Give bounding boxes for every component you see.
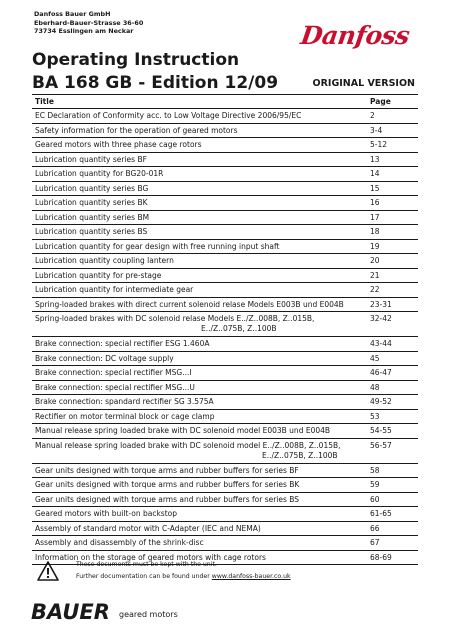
toc-row-title — [32, 397, 214, 406]
toc-row-title-line: Lubrication quantity series BS — [35, 227, 148, 237]
company-address — [34, 10, 143, 36]
toc-row-title — [32, 169, 163, 178]
toc-row-page: 5-12 — [370, 140, 388, 150]
toc-row — [32, 138, 418, 153]
toc-row-title — [32, 524, 261, 533]
toc-header — [32, 95, 418, 109]
warning-triangle-icon — [37, 561, 59, 581]
notice-text — [76, 559, 291, 583]
toc-row-title — [32, 198, 148, 207]
toc-row-title-line: Lubrication quantity series BK — [35, 198, 148, 208]
toc-row-page: 45 — [370, 353, 380, 363]
toc-row-title-continuation: E../Z..075B, Z..100B — [201, 324, 277, 333]
toc-row-title — [32, 271, 161, 280]
toc-row-title — [32, 285, 193, 294]
toc-row-page: 21 — [370, 270, 380, 280]
toc-row-title — [32, 480, 299, 489]
toc-row-title — [32, 111, 301, 120]
website-link[interactable]: www.danfoss-bauer.co.uk — [211, 573, 291, 580]
document-edition: BA 168 GB - Edition 12/09 — [32, 73, 279, 93]
notice-line-1: These documents must be kept with the unit. — [76, 561, 217, 568]
toc-row-title — [32, 314, 314, 334]
toc-row-page: 22 — [370, 285, 380, 295]
toc-row — [32, 124, 418, 139]
toc-row-title-line: Gear units designed with torque arms and rubber buffers for series BF — [35, 465, 299, 475]
toc-row — [32, 109, 418, 124]
notice-box — [32, 558, 418, 588]
toc-row-title — [32, 441, 341, 461]
toc-row-title — [32, 339, 209, 348]
toc-row-title-line: Lubrication quantity for gear design with free running input shaft — [35, 241, 280, 251]
toc-row — [32, 196, 418, 211]
toc-row-title-line: Assembly and disassembly of the shrink-disc — [35, 538, 204, 548]
toc-row-page: 58 — [370, 465, 380, 475]
toc-row — [32, 153, 418, 168]
toc-row-title — [32, 412, 214, 421]
toc-row — [32, 283, 418, 298]
toc-row — [32, 167, 418, 182]
toc-row — [32, 240, 418, 255]
toc-row — [32, 478, 418, 493]
toc-row-page: 68-69 — [370, 552, 392, 562]
toc-row — [32, 211, 418, 226]
toc-row-title-line: Manual release spring loaded brake with DC solenoid model E../Z..008B, Z..015B, — [35, 440, 341, 450]
toc-row-page: 14 — [370, 169, 380, 179]
toc-row-title — [32, 227, 147, 236]
toc-row — [32, 254, 418, 269]
toc-row-title — [32, 126, 238, 135]
toc-row-title-line: Lubrication quantity coupling lantern — [35, 256, 174, 266]
toc-row-title — [32, 184, 148, 193]
toc-row-title-line: Brake connection: DC voltage supply — [35, 353, 174, 363]
toc-row-title-line: Lubrication quantity for BG20-01R — [35, 169, 164, 179]
toc-row — [32, 536, 418, 551]
toc-row-title-line: Lubrication quantity series BM — [35, 212, 150, 222]
toc-row — [32, 337, 418, 352]
toc-row-page: 13 — [370, 154, 380, 164]
toc-row-page: 60 — [370, 494, 380, 504]
toc-row — [32, 439, 418, 464]
toc-row-title — [32, 140, 202, 149]
toc-row-title-line: Lubrication quantity for pre-stage — [35, 270, 162, 280]
toc-header-page: Page — [370, 97, 391, 106]
toc-row-title — [32, 509, 177, 518]
toc-row-page: 48 — [370, 382, 380, 392]
toc-row-page: 15 — [370, 183, 380, 193]
toc-row-page: 61-65 — [370, 509, 392, 519]
toc-row-title — [32, 383, 195, 392]
toc-row-page: 53 — [370, 411, 380, 421]
toc-row-title — [32, 256, 174, 265]
toc-row-title-line: Lubrication quantity series BF — [35, 154, 147, 164]
toc-row-title — [32, 155, 147, 164]
toc-row-page: 16 — [370, 198, 380, 208]
toc-row — [32, 522, 418, 537]
toc-row — [32, 464, 418, 479]
company-city: 73734 Esslingen am Neckar — [34, 27, 134, 36]
toc-row-page: 2 — [370, 111, 375, 121]
danfoss-wordmark: Danfoss — [298, 21, 412, 50]
toc-row — [32, 410, 418, 425]
toc-row — [32, 269, 418, 284]
toc-row-page: 43-44 — [370, 339, 392, 349]
toc-row-title — [32, 495, 299, 504]
toc-row-title-line: Spring-loaded brakes with DC solenoid relase Models E../Z..008B, Z..015B, — [35, 314, 315, 323]
toc-row-title — [32, 368, 192, 377]
toc-row-page: 18 — [370, 227, 380, 237]
toc-row-title-continuation: E../Z..075B, Z..100B — [262, 450, 338, 460]
toc-row-page: 32-42 — [370, 314, 392, 323]
bauer-tagline: geared motors — [119, 610, 178, 619]
toc-rows — [32, 109, 418, 565]
toc-row-page: 23-31 — [370, 299, 392, 309]
toc-row-title-line: Spring-loaded brakes with direct current solenoid relase Models E003B und E004B — [35, 299, 344, 309]
toc-row — [32, 298, 418, 313]
toc-row-page: 20 — [370, 256, 380, 266]
toc-row-page: 56-57 — [370, 440, 392, 450]
toc-row-title-line: Gear units designed with torque arms and rubber buffers for series BS — [35, 494, 300, 504]
toc-header-title: Title — [35, 97, 54, 106]
toc-row-page: 17 — [370, 212, 380, 222]
toc-row — [32, 395, 418, 410]
toc-row-title-line: Rectifier on motor terminal block or cage clamp — [35, 411, 215, 421]
toc-row-title — [32, 426, 330, 435]
bauer-brand: BAUER — [31, 600, 110, 624]
table-of-contents — [32, 94, 418, 565]
toc-row-title-line: Geared motors with built-on backstop — [35, 509, 178, 519]
toc-row — [32, 225, 418, 240]
toc-row — [32, 366, 418, 381]
toc-row-page: 19 — [370, 241, 380, 251]
toc-row-title — [32, 466, 299, 475]
document-title: Operating Instruction — [32, 50, 240, 70]
toc-row — [32, 182, 418, 197]
toc-row-page: 67 — [370, 538, 380, 548]
toc-row — [32, 352, 418, 367]
notice-line-2 — [76, 571, 291, 583]
toc-row-title-line: Manual release spring loaded brake with DC solenoid model E003B und E004B — [35, 426, 331, 436]
toc-row-page: 46-47 — [370, 368, 392, 378]
toc-row-title-line: Brake connection: spandard rectifier SG 3.575A — [35, 397, 214, 407]
toc-row-title-line: Brake connection: special rectifier MSG...U — [35, 382, 195, 392]
toc-row-title-line: Lubrication quantity for intermediate gear — [35, 285, 194, 295]
toc-row-title — [32, 242, 279, 251]
company-street: Eberhard-Bauer-Strasse 36-60 — [34, 18, 144, 27]
toc-row-title-line: Information on the storage of geared motors with cage rotors — [35, 552, 266, 562]
toc-row-title-line: Gear units designed with torque arms and rubber buffers for series BK — [35, 480, 300, 490]
toc-row-title-line: Brake connection: special rectifier MSG...I — [35, 368, 192, 378]
notice-line-2-prefix: Further documentation can be found under — [76, 573, 212, 580]
toc-row-title-line: Lubrication quantity series BG — [35, 183, 149, 193]
toc-row-title — [32, 213, 149, 222]
toc-row-page: 59 — [370, 480, 380, 490]
toc-row-title-line: Brake connection: special rectifier ESG 1.460A — [35, 339, 210, 349]
toc-row-title-line: EC Declaration of Conformity acc. to Low Voltage Directive 2006/95/EC — [35, 111, 302, 121]
toc-row-title — [32, 538, 204, 547]
toc-row-title-line: Safety information for the operation of geared motors — [35, 125, 238, 135]
toc-row-title — [32, 354, 174, 363]
toc-row-title-line: Assembly of standard motor with C-Adapter (IEC and NEMA) — [35, 523, 261, 533]
toc-row-title-line: Geared motors with three phase cage rotors — [35, 140, 202, 150]
danfoss-logo — [295, 19, 425, 59]
toc-row — [32, 312, 418, 337]
toc-row-page: 3-4 — [370, 125, 383, 135]
toc-row — [32, 381, 418, 396]
toc-row — [32, 424, 418, 439]
toc-row-page: 66 — [370, 523, 380, 533]
original-version-label: ORIGINAL VERSION — [312, 78, 415, 89]
company-name: Danfoss Bauer GmbH — [34, 10, 111, 18]
toc-row-title — [32, 300, 344, 309]
toc-row-page: 49-52 — [370, 397, 392, 407]
toc-row — [32, 507, 418, 522]
toc-row — [32, 493, 418, 508]
toc-row-page: 54-55 — [370, 426, 392, 436]
